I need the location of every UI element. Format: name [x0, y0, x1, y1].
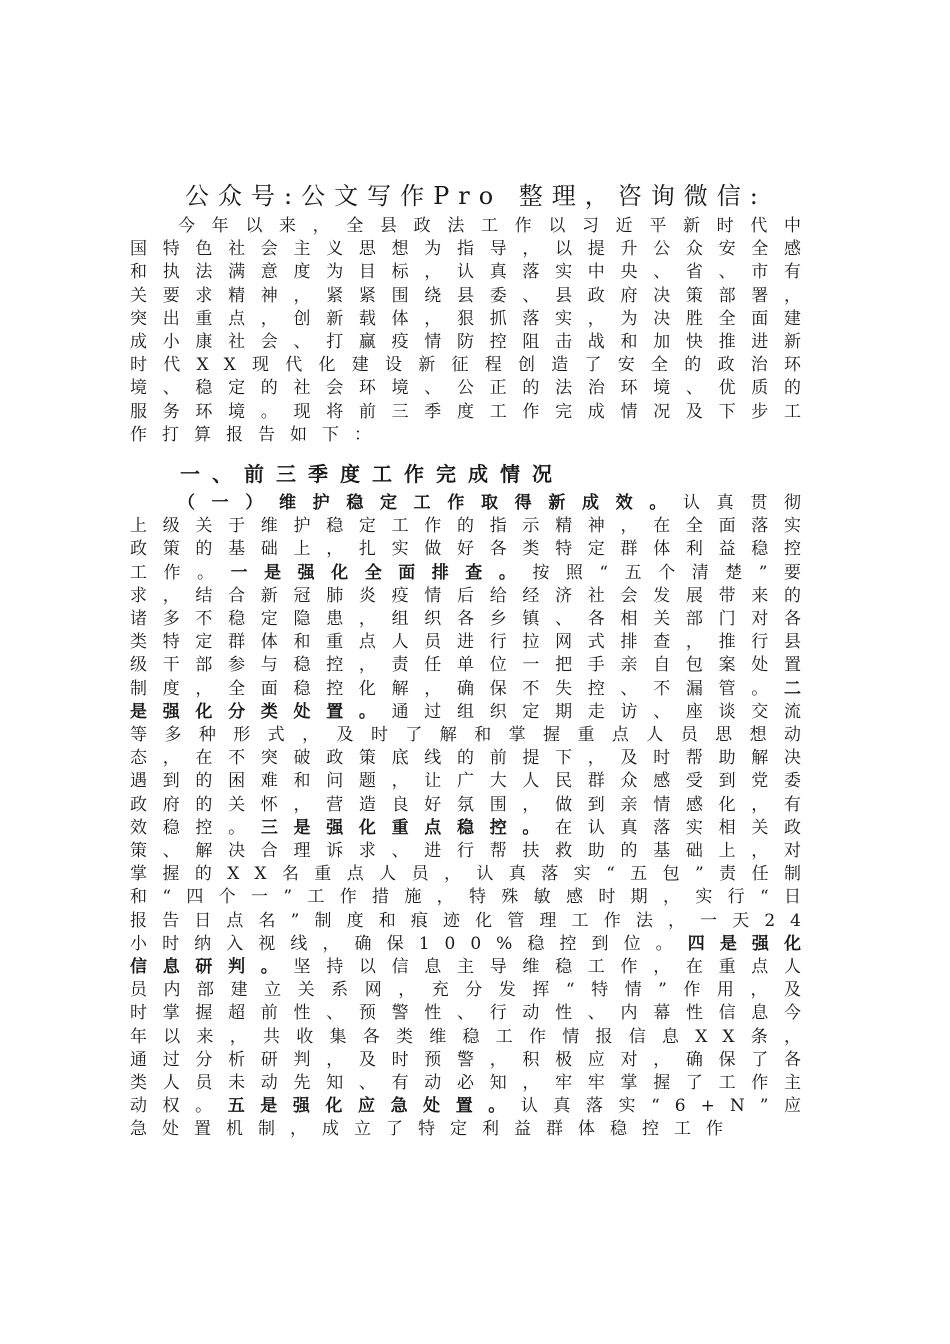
paragraph-text: 坚持以信息主导维稳工作，在重点人员内部建立关系网，充分发挥“特情”作用，及时掌握超前性、预警性、行动性、内幕性信息今年以来，共收集各类维稳工作情报信息XX条，通过分析研判，及时预警，积极应对，确保了各类人员未动先知、有动必知，牢牢掌握了工作主动权。 — [130, 957, 816, 1117]
section-paragraph — [130, 492, 816, 1142]
subsection-title: （一）维护稳定工作取得新成效。 — [178, 493, 683, 513]
paragraph-text: 认真落实“6+N”应急处置机制，成立了特定利益群体稳控工作 — [130, 1096, 817, 1140]
section-heading: 一、前三季度工作完成情况 — [180, 462, 564, 486]
paragraph-text: 通过组织定期走访、座谈交流等多种形式，及时了解和掌握重点人员思想动态，在不突破政策底线的前提下，及时帮助解决遇到的困难和问题，让广大人民群众感受到党委政府的关怀，营造良好氛围，做到亲情感化，有效稳控。 — [130, 701, 817, 838]
key-point-label: 五是强化应急处置。 — [227, 1096, 521, 1117]
paragraph-text: 在认真落实相关政策、解决合理诉求、进行帮扶救助的基础上，对掌握的XX名重点人员，认真落实“五包”责任制和“四个一”工作措施，特殊敏感时期，实行“日报告日点名”制度和痕迹化管理工作法，一天24小时纳入视线，确保100%稳控到位。 — [130, 817, 817, 954]
key-point-label: 二是强化分类处置。 — [130, 678, 816, 722]
page-header-title: 公众号:公文写作Pro 整理，咨询微信: — [185, 182, 767, 210]
paragraph-text: 认真贯彻上级关于维护稳定工作的指示精神，在全面落实政策的基础上，扎实做好各类特定群体利益稳控工作。 — [130, 493, 816, 583]
key-point-label: 四是强化信息研判。 — [130, 933, 816, 978]
key-point-label: 一是强化全面排查。 — [230, 562, 533, 583]
paragraph-text: 按照“五个清楚”要求，结合新冠肺炎疫情后给经济社会发展带来的诸多不稳定隐患，组织各乡镇、各相关部门对各类特定群体和重点人员进行拉网式排查，推行县级干部参与稳控，责任单位一把手亲自包案处置制度，全面稳控化解，确保不失控、不漏管。 — [130, 562, 817, 699]
intro-paragraph: 今年以来，全县政法工作以习近平新时代中国特色社会主义思想为指导，以提升公众安全感和执法满意度为目标，认真落实中央、省、市有关要求精神，紧紧围绕县委、县政府决策部署，突出重点，创新载体，狠抓落实，为决胜全面建成小康社会、打赢疫情防控阻击战和加快推进新时代XX现代化建设新征程创造了安全的政治环境、稳定的社会环境、公正的法治环境、优质的服务环境。现将前三季度工作完成情况及下步工作打算报告如下： — [130, 216, 816, 445]
key-point-label: 三是强化重点稳控。 — [260, 817, 556, 838]
